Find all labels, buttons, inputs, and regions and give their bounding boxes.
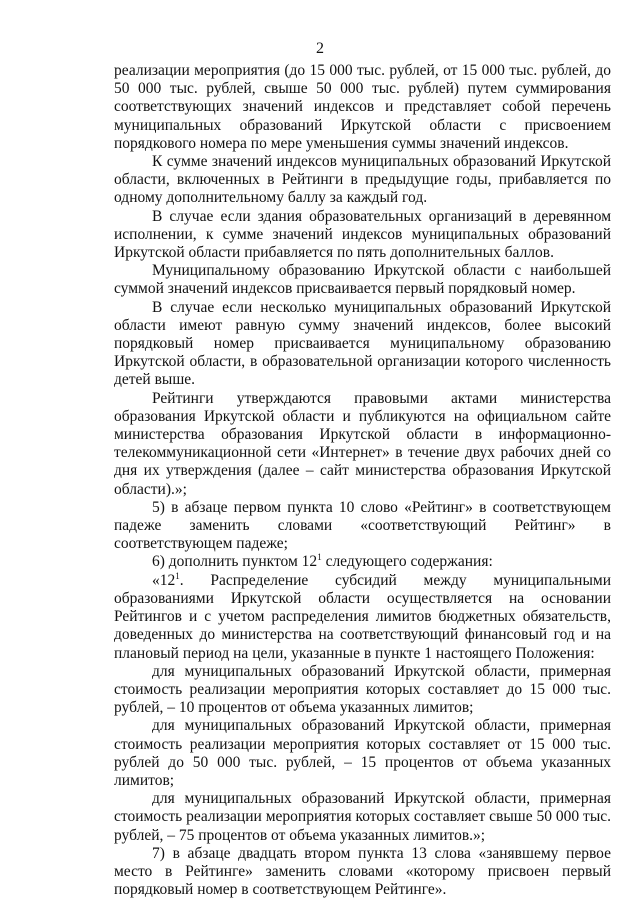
new-clause-12-1 — [114, 572, 611, 663]
paragraph: для муниципальных образований Иркутской области, примерная стоимость реализации мероприятия которых составляет от 15 000 тыс. рублей до 50 000 тыс. рублей, – 15 процентов от объема указанных лимитов; — [114, 717, 611, 789]
paragraph: В случае если несколько муниципальных образований Иркутской области имеют равную сумму значений индексов, более высокий порядковый номер присваивается муниципальному образованию Иркутской области, в образовательной организации которого численность детей выше. — [114, 298, 611, 389]
item6-superscript: 1 — [317, 552, 322, 563]
paragraph: К сумме значений индексов муниципальных образований Иркутской области, включенных в Рейтинги в предыдущие годы, прибавляется по одному дополнительному баллу за каждый год. — [114, 153, 611, 207]
paragraph: 7) в абзаце двадцать втором пункта 13 слова «занявшему первое место в Рейтинге» заменить словами «которому присвоен первый порядковый номер в соответствующем Рейтинге». — [114, 844, 611, 899]
paragraph: Муниципальному образованию Иркутской области с наибольшей суммой значений индексов присваивается первый порядковый номер. — [114, 262, 611, 298]
amendment-item-6 — [114, 553, 611, 571]
item6-text-after: следующего содержания: — [321, 553, 493, 571]
paragraph: 5) в абзаце первом пункта 10 слово «Рейтинг» в соответствующем падеже заменить словами «соответствующий Рейтинг» в соответствующем падеже; — [114, 498, 611, 553]
clause-superscript: 1 — [175, 570, 180, 581]
paragraph: для муниципальных образований Иркутской области, примерная стоимость реализации мероприятия которых составляет до 15 000 тыс. рублей, – 10 процентов от объема указанных лимитов; — [114, 662, 611, 717]
paragraph: реализации мероприятия (до 15 000 тыс. рублей, от 15 000 тыс. рублей, до 50 000 тыс. рублей, свыше 50 000 тыс. рублей) путем суммирования соответствующих значений индексов и представляет собой перечень муниципальных образований Иркутской области с присвоением порядкового номера по мере уменьшения суммы значений индексов. — [114, 62, 611, 152]
paragraph: В случае если здания образовательных организаций в деревянном исполнении, к сумме значений индексов муниципальных образований Иркутской области прибавляется по пять дополнительных баллов. — [114, 207, 611, 262]
clause-text: . Распределение субсидий между муниципальными образованиями Иркутской области осуществляется на основании Рейтингов и с учетом распределения лимитов бюджетных обязательств, доведенных до министерства на соответствующий финансовый год и на плановый период на цели, указанные в пункте 1 настоящего Положения: — [114, 571, 611, 662]
item6-text-before: 6) дополнить пунктом 12 — [152, 553, 318, 571]
paragraph: Рейтинги утверждаются правовыми актами министерства образования Иркутской области и публикуются на официальном сайте министерства образования Иркутской области в информационно-телекоммуникационной сети «Интернет» в течение двух рабочих дней со дня их утверждения (далее – сайт министерства образования Иркутской области).»; — [114, 389, 611, 498]
page-number: 2 — [316, 40, 324, 57]
document-body — [114, 62, 611, 899]
clause-number: «12 — [152, 571, 176, 589]
paragraph: для муниципальных образований Иркутской области, примерная стоимость реализации мероприятия которых составляет свыше 50 000 тыс. рублей, – 75 процентов от объема указанных лимитов.»; — [114, 790, 611, 844]
